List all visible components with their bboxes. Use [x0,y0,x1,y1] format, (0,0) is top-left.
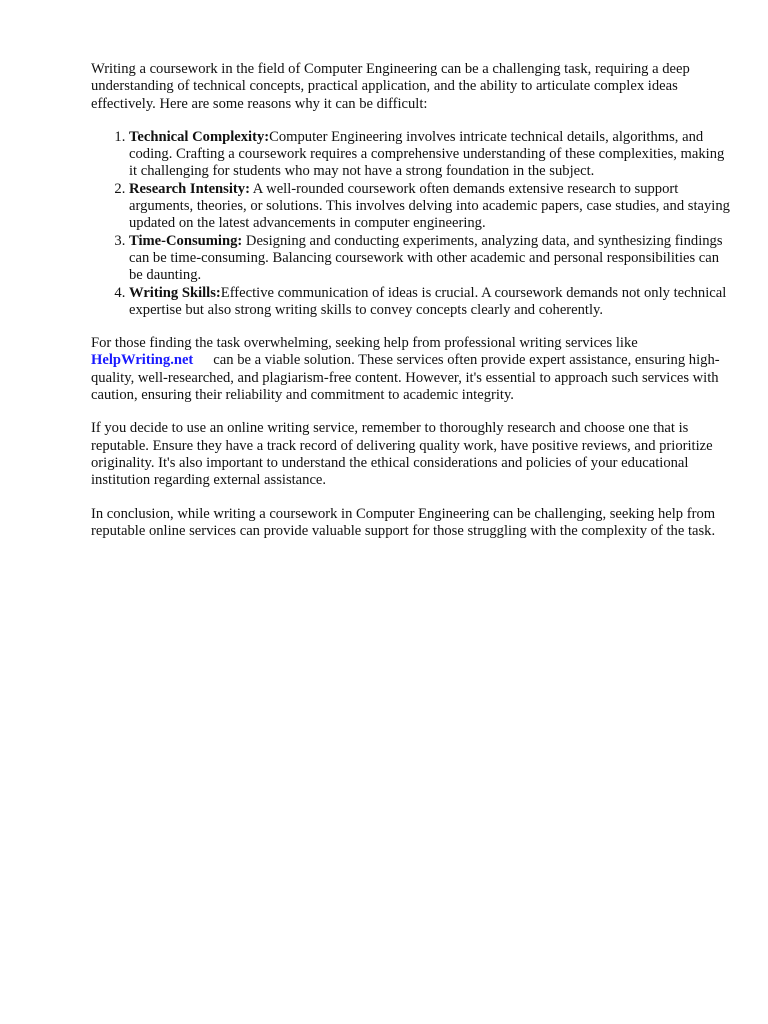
help-text-before-link: For those finding the task overwhelming, seeking help from professional writing services like [91,335,638,352]
conclusion-paragraph: In conclusion, while writing a coursework in Computer Engineering can be challenging, seeking help from reputable online services can provide valuable support for those struggling with the complexity of the task. [91,505,716,539]
list-item-title: Time-Consuming: [129,232,243,249]
list-item-text: A well-rounded coursework often demands extensive research to support arguments, theories, or solutions. This involves delving into academic papers, case studies, and staying updated on the latest advancements in computer engineering. [129,180,730,232]
reasons-list [91,129,731,319]
document-page [91,61,731,556]
help-text-after-link: can be a viable solution. These services often provide expert assistance, ensuring high-quality, well-researched, and plagiarism-free content. However, it's essential to approach such services with caution, ensuring their reliability and commitment to academic integrity. [91,352,720,404]
intro-paragraph: Writing a coursework in the field of Computer Engineering can be a challenging task, requiring a deep understanding of technical concepts, practical application, and the ability to articulate complex ideas effectively. Here are some reasons why it can be difficult: [91,61,690,112]
list-item-text: Effective communication of ideas is crucial. A coursework demands not only technical expertise but also strong writing skills to convey concepts clearly and coherently. [129,284,727,318]
list-item-title: Research Intensity: [129,180,250,197]
list-item-time-consuming [129,233,731,285]
list-item-writing-skills [129,285,731,320]
help-paragraph [91,335,731,404]
helpwriting-link[interactable]: HelpWriting.net [91,352,194,369]
list-item-text: Computer Engineering involves intricate technical details, algorithms, and coding. Crafting a coursework requires a comprehensive understanding of these complexities, making it challenging for students who may not have a strong foundation in the subject. [129,128,725,180]
list-item-research-intensity [129,181,731,233]
advice-paragraph: If you decide to use an online writing service, remember to thoroughly research and choose one that is reputable. Ensure they have a track record of delivering quality work, have positive reviews, and prioritize originality. It's also important to understand the ethical considerations and policies of your educational institution regarding external assistance. [91,420,713,489]
list-item-title: Technical Complexity: [129,128,270,145]
list-item-technical-complexity [129,129,731,181]
list-item-title: Writing Skills: [129,284,221,301]
list-item-text: Designing and conducting experiments, analyzing data, and synthesizing findings can be time-consuming. Balancing coursework with other academic and personal responsibilities can be daunting. [129,232,723,284]
